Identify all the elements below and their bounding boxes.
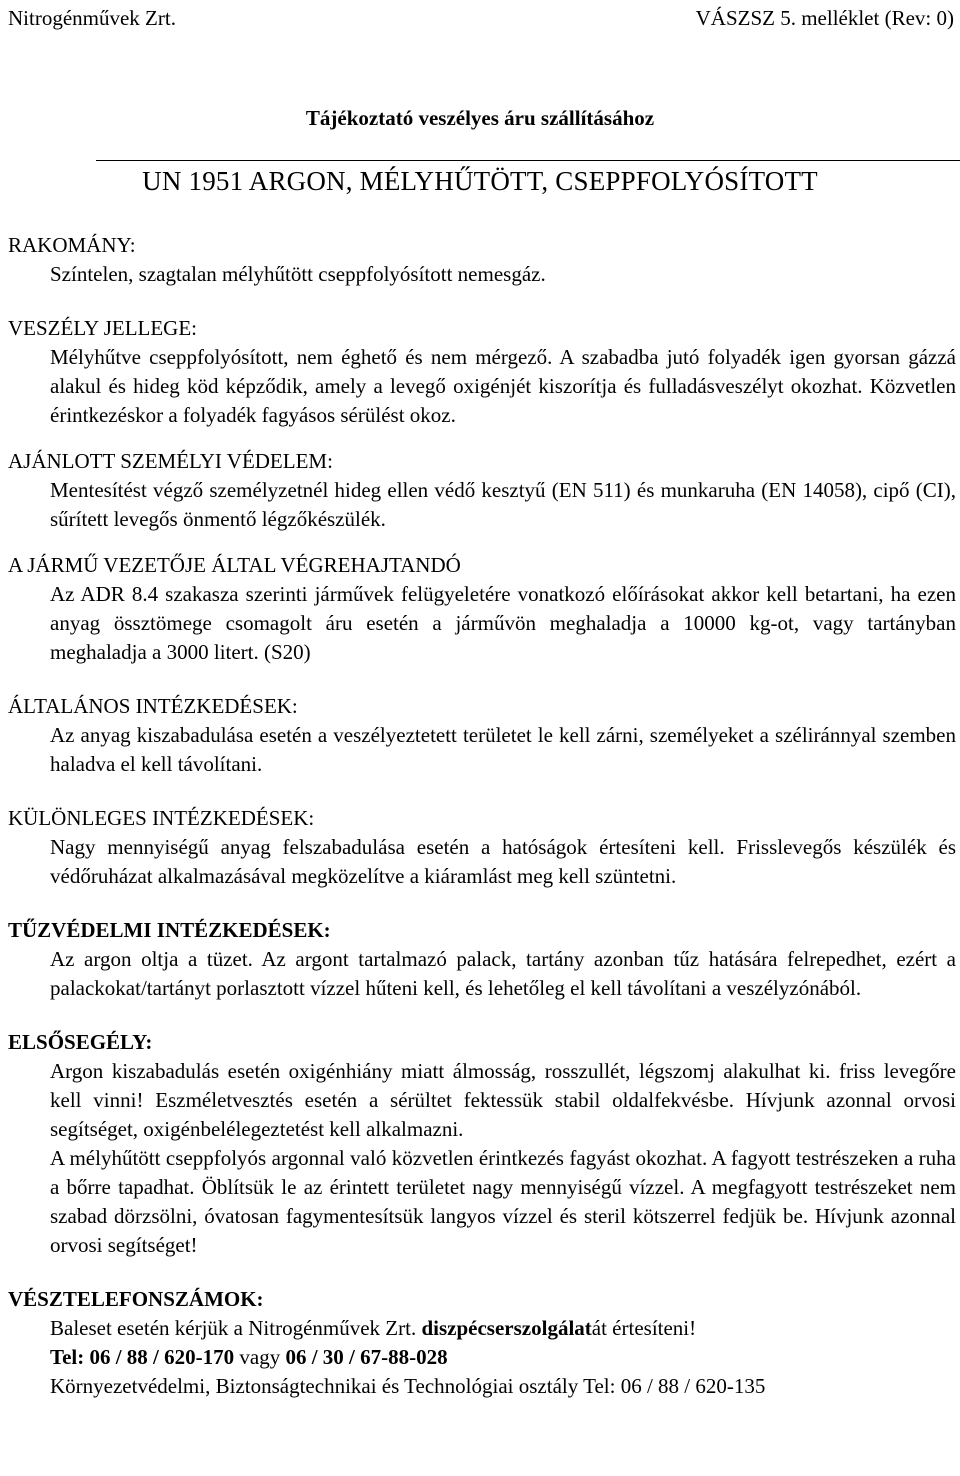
section-heading: VESZÉLY JELLEGE: <box>8 316 197 340</box>
document-body <box>8 230 956 1401</box>
section-text: Argon kiszabadulás esetén oxigénhiány miatt álmosság, rosszullét, légszomj alakulhat ki. friss levegőre kell vinni! Eszméletvesztés esetén a sérültet fektessük stabil oldalfekvésbe. Hívjunk azonnal orvosi segítséget, oxigénbelélegeztetést kell alkalmazni. <box>50 1059 956 1141</box>
dispatcher-service: diszpécserszolgálat <box>421 1316 592 1340</box>
section-heading: AJÁNLOTT SZEMÉLYI VÉDELEM: <box>8 449 333 473</box>
section-szemelyi-vedelem <box>8 446 956 534</box>
department-phone: Környezetvédelmi, Biztonságtechnikai és Technológiai osztály Tel: 06 / 88 / 620-135 <box>50 1374 766 1398</box>
section-kulonleges-intezkedesek <box>8 803 956 891</box>
document-title: Tájékoztató veszélyes áru szállításához <box>305 106 655 130</box>
emergency-instruction: Baleset esetén kérjük a Nitrogénművek Zrt. diszpécserszolgálatát értesíteni! <box>50 1316 697 1340</box>
section-text: Az anyag kiszabadulása esetén a veszélyeztetett területet le kell zárni, személyeket a széliránnyal szemben haladva el kell távolítani. <box>50 723 956 776</box>
emergency-phone-numbers: Tel: 06 / 88 / 620-170 vagy 06 / 30 / 67-88-028 <box>50 1345 448 1369</box>
phone-number-primary: Tel: 06 / 88 / 620-170 <box>50 1345 235 1369</box>
section-text: Színtelen, szagtalan mélyhűtött cseppfolyósított nemesgáz. <box>50 262 546 286</box>
section-rakomany <box>8 230 956 289</box>
section-veszely-jellege <box>8 313 956 430</box>
section-text: Mélyhűtve cseppfolyósított, nem éghető és nem mérgező. A szabadba jutó folyadék igen gyorsan gázzá alakul és hideg köd képződik, amely a levegő oxigénjét kiszorítja és fulladásveszélyt okozhat. Közvetlen érintkezéskor a folyadék fagyásos sérülést okoz. <box>50 345 956 427</box>
title-divider <box>96 160 960 161</box>
section-jarmu-vezeto <box>8 550 956 667</box>
section-heading: TŰZVÉDELMI INTÉZKEDÉSEK: <box>8 918 331 942</box>
section-tuzvedelmi-intezkedesek <box>8 915 956 1003</box>
phone-number-mobile: 06 / 30 / 67-88-028 <box>285 1345 448 1369</box>
section-text: A mélyhűtött cseppfolyós argonnal való közvetlen érintkezés fagyást okozhat. A fagyott testrészeken a ruha a bőrre tapadhat. Öblítsük le az érintett területet nagy mennyiségű vízzel. A megfagyott testrészeket nem szabad dörzsölni, óvatosan fagymentesítsük langyos vízzel és steril kötszerrel fedjük be. Hívjunk azonnal orvosi segítséget! <box>50 1146 956 1257</box>
section-text: Nagy mennyiségű anyag felszabadulása esetén a hatóságok értesíteni kell. Frisslevegős készülék és védőruházat alkalmazásával megközelítve a kiáramlást meg kell szüntetni. <box>50 835 956 888</box>
page-header <box>8 6 954 31</box>
section-heading: A JÁRMŰ VEZETŐJE ÁLTAL VÉGREHAJTANDÓ <box>8 553 461 577</box>
product-name: UN 1951 ARGON, MÉLYHŰTÖTT, CSEPPFOLYÓSÍTOTT <box>142 166 818 196</box>
section-heading: KÜLÖNLEGES INTÉZKEDÉSEK: <box>8 806 315 830</box>
section-altalanos-intezkedesek <box>8 691 956 779</box>
section-text: Az ADR 8.4 szakasza szerinti járművek felügyeletére vonatkozó előírásokat akkor kell betartani, ha ezen anyag össztömege csomagolt áru esetén a járművön meghaladja a 10000 kg-ot, vagy tartányban meghaladja a 3000 litert. (S20) <box>50 582 956 664</box>
section-heading: ÁLTALÁNOS INTÉZKEDÉSEK: <box>8 694 298 718</box>
document-reference: VÁSZSZ 5. melléklet (Rev: 0) <box>695 6 954 30</box>
company-name: Nitrogénművek Zrt. <box>8 6 176 30</box>
section-text: Az argon oltja a tüzet. Az argont tartalmazó palack, tartány azonban tűz hatására felrepedhet, ezért a palackokat/tartányt porlasztott vízzel hűteni kell, és lehetőleg el kell távolítani a veszélyzónából. <box>50 947 956 1000</box>
section-heading: ELSŐSEGÉLY: <box>8 1030 153 1054</box>
section-heading: RAKOMÁNY: <box>8 233 136 257</box>
section-elsosegely <box>8 1027 956 1260</box>
section-heading: VÉSZTELEFONSZÁMOK: <box>8 1287 264 1311</box>
section-veszhelyzeti-telefonszamok <box>8 1284 956 1401</box>
section-text: Mentesítést végző személyzetnél hideg ellen védő kesztyű (EN 511) és munkaruha (EN 14058), cipő (CI), sűrített levegős önmentő légzőkészülék. <box>50 478 956 531</box>
